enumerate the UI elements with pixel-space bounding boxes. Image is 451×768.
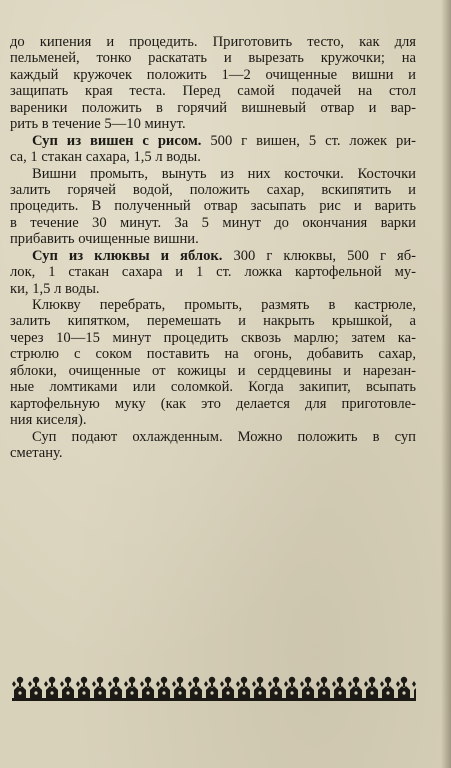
line-text: са, 1 стакан сахара, 1,5 л воды.: [10, 149, 201, 166]
line-text: ные ломтиками или соломкой. Когда закипит, всыпать: [10, 379, 416, 396]
line-text: Вишни промыть, вынуть из них косточки. Косточки: [32, 165, 416, 182]
text-line: [10, 182, 416, 198]
line-text: процедить. В полученный отвар засыпать рис и варить: [10, 198, 416, 215]
page-spine-shadow: [441, 0, 451, 768]
text-line: [10, 248, 416, 264]
line-text: сметану.: [10, 444, 63, 461]
line-text: в течение 30 минут. За 5 минут до окончания варки: [10, 214, 416, 231]
line-text: ки, 1,5 л воды.: [10, 280, 100, 297]
line-text: картофельную муку (как это делается для приготовле-: [10, 395, 416, 412]
line-text: лок, 1 стакан сахара и 1 ст. ложка картофельной му-: [10, 264, 416, 281]
text-line: [10, 116, 416, 132]
line-text: пельменей, тонко раскатать и вырезать кружочки; на: [10, 50, 416, 67]
line-text: залить горячей водой, положить сахар, вскипятить и: [10, 181, 416, 198]
text-line: [10, 133, 416, 149]
line-text: ния киселя).: [10, 412, 87, 429]
text-line: [10, 50, 416, 66]
text-line: [10, 264, 416, 280]
line-text: 500 г вишен, 5 ст. ложек ри-: [201, 132, 416, 149]
text-line: [10, 231, 416, 247]
text-line: [10, 445, 416, 461]
text-line: [10, 297, 416, 313]
line-text: рить в течение 5—10 минут.: [10, 116, 186, 133]
text-line: [10, 330, 416, 346]
line-text: 300 г клюквы, 500 г яб-: [222, 247, 416, 264]
text-line: [10, 83, 416, 99]
text-line: [10, 215, 416, 231]
text-line: [10, 149, 416, 165]
recipe-title: Суп из вишен с рисом.: [32, 132, 202, 149]
line-text: до кипения и процедить. Приготовить тесто, как для: [10, 34, 416, 50]
text-line: [10, 198, 416, 214]
text-line: [10, 313, 416, 329]
text-line: [10, 412, 416, 428]
text-line: [10, 67, 416, 83]
line-text: прибавить очищенные вишни.: [10, 231, 199, 248]
text-line: [10, 429, 416, 445]
recipe-title: Суп из клюквы и яблок.: [32, 247, 223, 264]
page-text: [10, 34, 416, 461]
line-text: каждый кружочек положить 1—2 очищенные вишни и: [10, 66, 416, 83]
line-text: залить кипятком, перемешать и накрыть крышкой, а: [10, 313, 416, 330]
decorative-border-ornament-icon: [12, 672, 416, 702]
text-line: [10, 34, 416, 50]
line-text: стрюлю с соком поставить на огонь, добавить сахар,: [10, 346, 416, 363]
text-line: [10, 100, 416, 116]
line-text: яблоки, очищенные от кожицы и сердцевины и нарезан-: [10, 362, 416, 379]
text-line: [10, 379, 416, 395]
line-text: вареники положить в горячий вишневый отвар и вар-: [10, 99, 416, 116]
text-line: [10, 281, 416, 297]
line-text: защипать края теста. Перед самой подачей на стол: [10, 83, 416, 100]
line-text: через 10—15 минут процедить сквозь марлю; затем ка-: [10, 329, 416, 346]
line-text: Суп подают охлажденным. Можно положить в суп: [32, 428, 416, 445]
text-line: [10, 363, 416, 379]
text-line: [10, 166, 416, 182]
line-text: Клюкву перебрать, промыть, размять в кастрюле,: [32, 297, 416, 313]
text-line: [10, 346, 416, 362]
text-line: [10, 396, 416, 412]
